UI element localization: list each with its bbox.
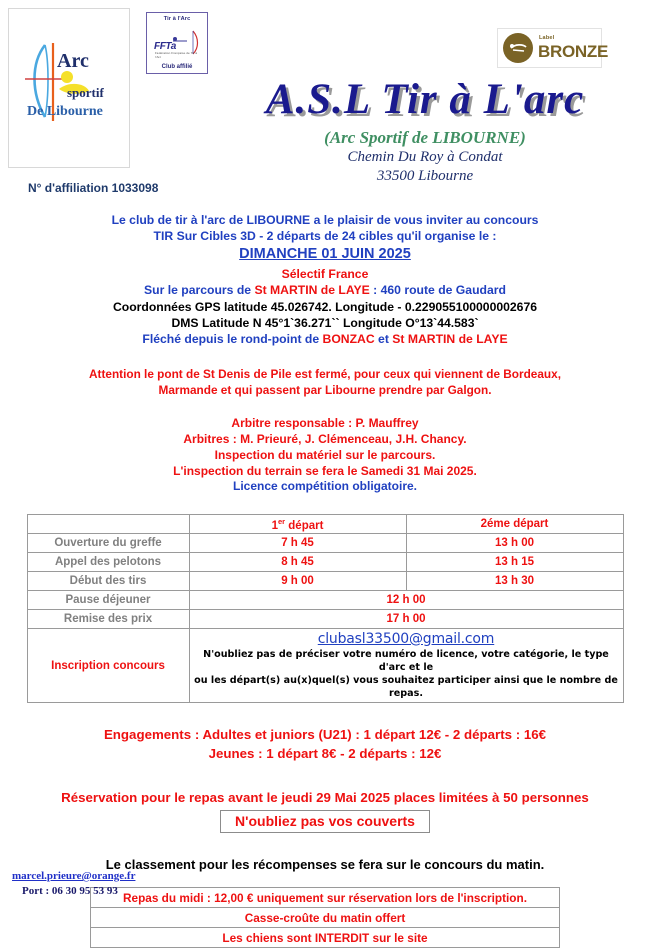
fees-youth: Jeunes : 1 départ 8€ - 2 départs : 12€ <box>208 746 442 762</box>
bronze-label-badge <box>497 28 608 68</box>
inspection-material: Inspection du matériel sur le parcours. <box>214 447 436 462</box>
address-line-2: 33500 Libourne <box>376 168 474 185</box>
cell-departure-1: 9 h 00 <box>189 572 406 591</box>
note-morning-snack: Casse-croûte du matin offert <box>91 908 560 928</box>
course-prefix: Sur le parcours de <box>144 283 255 298</box>
selective-label: Sélectif France <box>281 267 369 282</box>
course-suffix: : 460 route de Gaudard <box>369 283 506 298</box>
bronze-archer-icon <box>503 33 533 63</box>
warning-line-1: Attention le pont de St Denis de Pile est fermé, pour ceux qui viennent de Bordeaux, <box>89 367 561 382</box>
signage-middle: et <box>374 332 393 347</box>
signage-place-1: BONZAC <box>322 332 375 347</box>
club-logo-graphic <box>15 37 125 132</box>
ffta-bottom-label: Club affilié <box>161 64 193 70</box>
bronze-emblem-icon <box>503 33 533 63</box>
reservation-line: Réservation pour le repas avant le jeudi 29 Mai 2025 places limitées à 50 personnes <box>61 789 589 805</box>
inscription-row <box>27 629 623 703</box>
ffta-logo-graphic <box>153 30 201 59</box>
ranking-notice: Le classement pour les récompenses se fera sur le concours du matin. <box>105 857 545 873</box>
ffta-wordmark: FFTa <box>154 41 176 52</box>
table-row <box>27 553 623 572</box>
bronze-wordmark: BRONZE <box>538 41 608 61</box>
contact-phone: Port : 06 30 95 53 93 <box>22 884 118 897</box>
note-no-dogs: Les chiens sont INTERDIT sur le site <box>91 928 560 948</box>
event-date: DIMANCHE 01 JUIN 2025 <box>239 246 411 263</box>
table-header-row <box>27 515 623 534</box>
departure-1-number: 1 <box>271 519 278 532</box>
notes-table <box>90 887 560 948</box>
cell-spanned-value: 12 h 00 <box>189 591 623 610</box>
notes-table-wrapper <box>90 887 560 948</box>
row-label: Ouverture du greffe <box>27 534 189 553</box>
title-block <box>215 78 635 187</box>
table-row <box>91 908 560 928</box>
departure-1-superscript: er <box>277 517 286 526</box>
row-label: Remise des prix <box>27 610 189 629</box>
inspection-terrain: L'inspection du terrain se fera le Samedi 31 Mai 2025. <box>173 463 477 478</box>
inscription-label: Inscription concours <box>27 629 189 703</box>
table-row <box>91 928 560 948</box>
referee-list: Arbitres : M. Prieuré, J. Clémenceau, J.H. Chancy. <box>183 431 467 446</box>
cell-departure-2: 13 h 00 <box>406 534 623 553</box>
inscription-details <box>189 629 623 703</box>
cell-departure-1: 8 h 45 <box>189 553 406 572</box>
svg-text:Arc: Arc <box>57 50 89 72</box>
invitation-line-1: Le club de tir à l'arc de LIBOURNE a le plaisir de vous inviter au concours <box>111 213 539 227</box>
row-label: Pause déjeuner <box>27 591 189 610</box>
referee-responsible: Arbitre responsable : P. Mauffrey <box>231 415 419 430</box>
cell-departure-1: 7 h 45 <box>189 534 406 553</box>
course-location <box>0 282 650 298</box>
licence-requirement: Licence compétition obligatoire. <box>232 479 418 494</box>
table-row <box>27 534 623 553</box>
schedule-table-wrapper <box>27 514 624 703</box>
departure-1-word: départ <box>285 519 324 532</box>
bronze-label-small: Label <box>539 35 555 42</box>
club-logo <box>8 8 130 168</box>
fees-adults: Engagements : Adultes et juniors (U21) : 1 départ 12€ - 2 départs : 16€ <box>103 727 547 743</box>
contact-email-link[interactable]: marcel.prieure@orange.fr <box>12 870 136 882</box>
ffta-affiliation-badge <box>146 12 208 74</box>
row-label: Début des tirs <box>27 572 189 591</box>
fees-block <box>0 725 650 764</box>
table-row <box>27 591 623 610</box>
header-departure-2: 2éme départ <box>406 515 623 534</box>
row-label: Appel des pelotons <box>27 553 189 572</box>
referees-block <box>0 416 650 496</box>
table-row <box>27 572 623 591</box>
warning-line-2: Marmande et qui passent par Libourne prendre par Galgon. <box>158 382 492 397</box>
signage-line <box>0 331 650 347</box>
course-place: St MARTIN de LAYE <box>254 283 370 298</box>
svg-text:De Libourne: De Libourne <box>27 104 103 119</box>
cell-spanned-value: 17 h 00 <box>189 610 623 629</box>
svg-text:sportif: sportif <box>67 85 104 100</box>
footer-contact <box>12 869 135 899</box>
page-title: A.S.L Tir à L'arc <box>265 76 585 123</box>
affiliation-number: N° d'affiliation 1033098 <box>28 181 159 195</box>
dms-coordinates: DMS Latitude N 45°1`36.271`` Longitude O°13`44.583` <box>171 315 479 330</box>
road-warning-block <box>0 367 650 398</box>
cell-departure-2: 13 h 15 <box>406 553 623 572</box>
signage-place-2: St MARTIN de LAYE <box>392 332 508 347</box>
invitation-line-2: TIR Sur Cibles 3D - 2 départs de 24 cibles qu'il organise le : <box>153 229 497 244</box>
note-lunch-price: Repas du midi : 12,00 € uniquement sur réservation lors de l'inscription. <box>91 888 560 908</box>
table-row <box>27 610 623 629</box>
bring-cutlery-notice: N'oubliez pas vos couverts <box>220 810 430 833</box>
cell-departure-2: 13 h 30 <box>406 572 623 591</box>
schedule-table <box>27 514 624 703</box>
table-row <box>91 888 560 908</box>
header <box>0 0 650 195</box>
header-departure-1 <box>189 515 406 534</box>
invitation-block <box>0 212 650 347</box>
club-subtitle: (Arc Sportif de LIBOURNE) <box>324 128 526 147</box>
address-line-1: Chemin Du Roy à Condat <box>347 148 503 165</box>
inscription-note-line-1: N'oubliez pas de préciser votre numéro de licence, votre catégorie, le type d'arc et le <box>203 648 609 673</box>
header-empty-cell <box>27 515 189 534</box>
inscription-email-link[interactable]: clubasl33500@gmail.com <box>317 630 495 647</box>
gps-coordinates: Coordonnées GPS latitude 45.026742. Longitude - 0.229055100000002676 <box>112 299 538 314</box>
reservation-block <box>0 789 650 834</box>
ffta-subtext: Fédération Française de Tir à l'Arc <box>155 51 198 59</box>
inscription-note-line-2: ou les départ(s) au(x)quel(s) vous souhaitez participer ainsi que le nombre de repas. <box>194 674 618 699</box>
signage-prefix: Fléché depuis le rond-point de <box>142 332 323 347</box>
bronze-text-group <box>538 36 608 60</box>
ffta-top-label: Tir à l'Arc <box>163 16 191 22</box>
